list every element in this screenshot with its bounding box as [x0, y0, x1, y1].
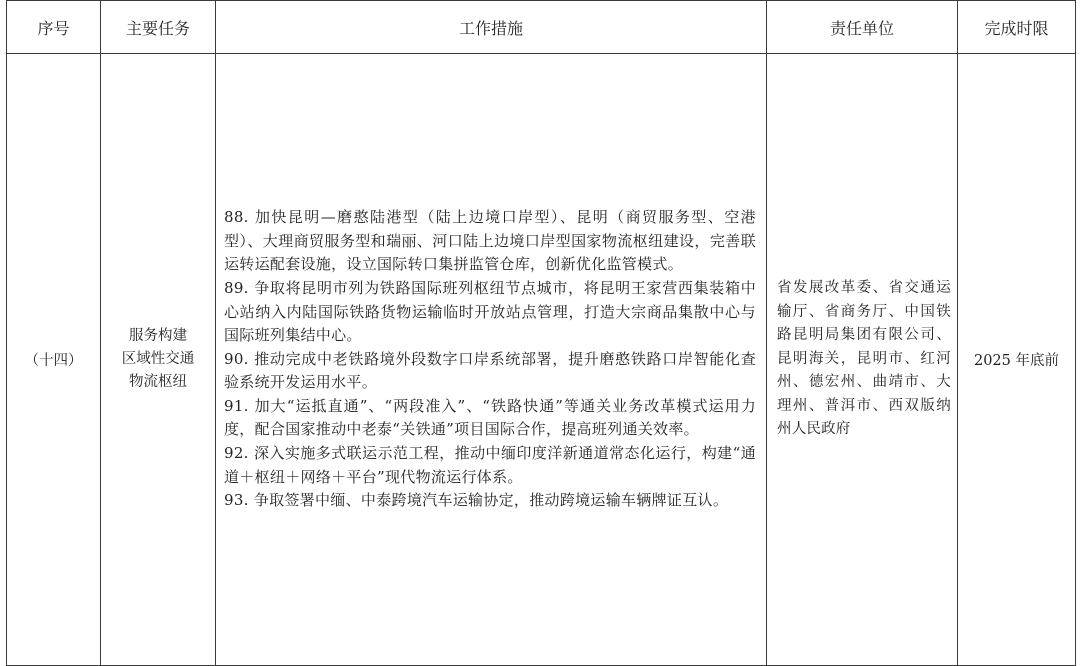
header-seq: 序号 — [7, 1, 101, 54]
row-units: 省发展改革委、省交通运输厅、省商务厅、中国铁路昆明局集团有限公司、昆明海关，昆明市、红河州、德宏州、曲靖市、大理州、普洱市、西双版纳州人民政府 — [767, 54, 958, 666]
header-measures: 工作措施 — [216, 1, 767, 54]
header-row — [7, 1, 1076, 54]
header-task: 主要任务 — [101, 1, 216, 54]
header-deadline: 完成时限 — [958, 1, 1076, 54]
measure-item: 88. 加快昆明—磨憨陆港型（陆上边境口岸型）、昆明（商贸服务型、空港型）、大理商贸服务型和瑞丽、河口陆上边境口岸型国家物流枢纽建设，完善联运转运配套设施，设立国际转口集拼监管仓库，创新优化监管模式。 — [224, 208, 756, 274]
task-line: 物流枢纽 — [129, 374, 187, 390]
row-measures — [216, 54, 767, 666]
measure-item: 91. 加大“运抵直通”、“两段准入”、“铁路快通”等通关业务改革模式运用力度，配合国家推动中老泰“关铁通”项目国际合作，提高班列通关效率。 — [224, 396, 756, 439]
table-row — [7, 54, 1076, 666]
header-units: 责任单位 — [767, 1, 958, 54]
measure-item: 89. 争取将昆明市列为铁路国际班列枢纽节点城市，将昆明王家营西集装箱中心站纳入内陆国际铁路货物运输临时开放站点管理，打造大宗商品集散中心与国际班列集结中心。 — [224, 278, 756, 345]
task-table — [6, 0, 1076, 666]
row-seq: （十四） — [7, 54, 101, 666]
task-line: 服务构建 — [129, 328, 187, 344]
measure-item: 93. 争取签署中缅、中泰跨境汽车运输协定，推动跨境运输车辆牌证互认。 — [224, 491, 729, 510]
measure-item: 92. 深入实施多式联运示范工程，推动中缅印度洋新通道常态化运行，构建“通道＋枢纽＋网络＋平台”现代物流运行体系。 — [224, 444, 756, 486]
task-line: 区域性交通 — [121, 351, 195, 367]
row-deadline: 2025 年底前 — [958, 54, 1076, 666]
measure-item: 90. 推动完成中老铁路境外段数字口岸系统部署，提升磨憨铁路口岸智能化查验系统开发运用水平。 — [224, 349, 756, 392]
row-task — [101, 54, 216, 666]
